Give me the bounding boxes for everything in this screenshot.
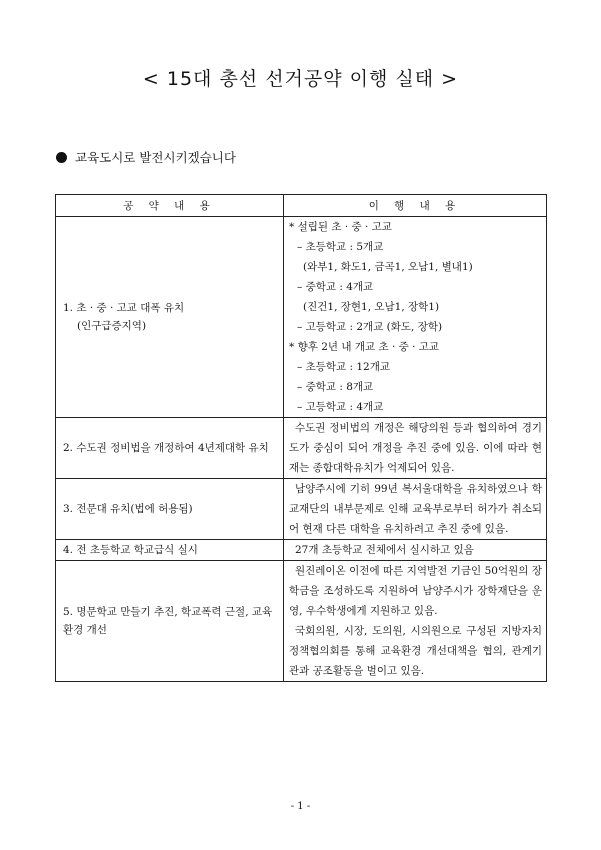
detail-line: (진건1, 장현1, 오남1, 장학1) xyxy=(303,301,440,313)
detail-line: – 고등학교 : 4개교 xyxy=(297,401,384,413)
detail-line: – 중학교 : 8개교 xyxy=(297,381,374,393)
detail-line: – 초등학교 : 12개교 xyxy=(297,361,391,373)
table-row xyxy=(56,418,547,479)
implementation-cell xyxy=(284,561,547,682)
implementation-cell xyxy=(284,217,547,418)
pledge-text: 4. 전 초등학교 학교급식 실시 xyxy=(63,544,198,556)
pledge-cell xyxy=(56,418,284,479)
detail-line: * 향후 2년 내 개교 초 · 중 · 고교 xyxy=(289,341,440,353)
table-row xyxy=(56,561,547,682)
implementation-cell xyxy=(284,540,547,561)
implementation-cell xyxy=(284,418,547,479)
detail-line: – 고등학교 : 2개교 (화도, 장학) xyxy=(297,321,443,333)
table-row xyxy=(56,479,547,540)
table-row xyxy=(56,217,547,418)
column-header-pledge: 공 약 내 용 xyxy=(56,195,284,217)
section-heading-text: 교육도시로 발전시키겠습니다 xyxy=(75,150,236,165)
implementation-cell xyxy=(284,479,547,540)
pledge-subtext: (인구급증지역) xyxy=(77,320,147,332)
column-header-implementation: 이 행 내 용 xyxy=(284,195,547,217)
table-row xyxy=(56,540,547,561)
pledge-text: 1. 초 · 중 · 고교 대폭 유치 xyxy=(63,302,185,314)
pledge-text: 2. 수도권 정비법을 개정하여 4년제대학 유치 xyxy=(63,442,269,454)
detail-text: 국회의원, 시장, 도의원, 시의원으로 구성된 지방자치정책협의회를 통해 교육환경 개선대책을 협의, 관계기관과 공조활동을 벌이고 있음. xyxy=(289,625,542,677)
page-title: < 15대 총선 선거공약 이행 실태 > xyxy=(142,68,459,90)
detail-line: (와부1, 화도1, 금곡1, 오남1, 별내1) xyxy=(303,261,473,273)
detail-text: 원진레이온 이전에 따른 지역발전 기금인 50억원의 장학금을 조성하도록 지원하여 남양주시가 장학재단을 운영, 우수학생에게 지원하고 있음. xyxy=(289,565,542,617)
pledge-cell xyxy=(56,217,284,418)
pledge-cell xyxy=(56,479,284,540)
table-header-row xyxy=(56,195,547,217)
pledge-text: 3. 전문대 유치(법에 허용됨) xyxy=(63,503,193,515)
page-number: - 1 - xyxy=(290,801,311,812)
pledge-cell xyxy=(56,540,284,561)
filled-circle-icon xyxy=(56,152,67,163)
detail-line: – 중학교 : 4개교 xyxy=(297,281,374,293)
detail-line: – 초등학교 : 5개교 xyxy=(297,241,384,253)
detail-text: 27개 초등학교 전체에서 실시하고 있음 xyxy=(295,544,474,556)
detail-line: * 설립된 초 · 중 · 고교 xyxy=(289,221,392,233)
detail-text: 수도권 정비법의 개정은 해당의원 등과 협의하여 경기도가 중심이 되어 개정을 추진 중에 있음. 이에 따라 현재는 종합대학유치가 억제되어 있음. xyxy=(289,422,542,474)
section-heading xyxy=(56,148,236,166)
pledge-cell xyxy=(56,561,284,682)
pledge-table xyxy=(55,194,547,682)
detail-text: 남양주시에 기히 99년 복서울대학을 유치하였으나 학교재단의 내부문제로 인해 교육부로부터 허가가 취소되어 현재 다른 대학을 유치하려고 추진 중에 있음. xyxy=(289,483,542,535)
pledge-text: 5. 명문학교 만들기 추진, 학교폭력 근절, 교육환경 개선 xyxy=(63,606,273,636)
